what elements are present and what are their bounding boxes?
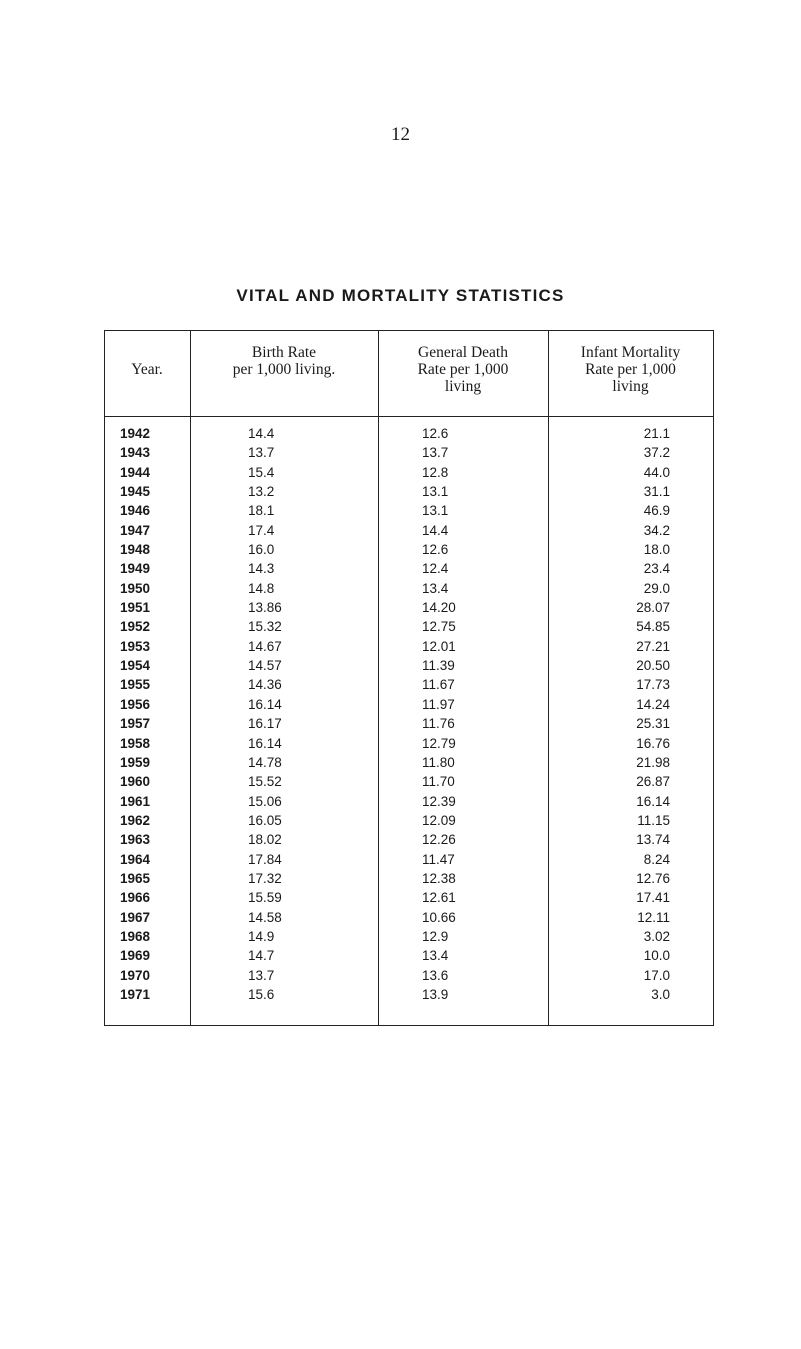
death-rate-cell: 13.4 [422, 948, 449, 964]
infant-mortality-cell: 23.4 [643, 561, 670, 577]
header-infant-line2: Rate per 1,000 [585, 361, 676, 378]
infant-mortality-cell: 37.2 [643, 445, 670, 461]
death-rate-cell: 11.47 [422, 851, 455, 867]
infant-mortality-cell: 46.9 [643, 503, 670, 519]
birth-rate-cell: 16.05 [248, 812, 282, 828]
table-row [104, 792, 714, 811]
death-rate-cell: 11.97 [422, 696, 455, 712]
death-rate-cell: 12.79 [422, 735, 456, 751]
header-death-rate [378, 344, 548, 395]
birth-rate-cell: 14.78 [248, 754, 282, 770]
death-rate-cell: 13.1 [422, 484, 449, 500]
header-death-line3: living [444, 378, 482, 395]
year-cell: 1942 [120, 426, 151, 441]
birth-rate-cell: 14.58 [248, 909, 282, 925]
year-cell: 1943 [120, 445, 151, 461]
year-cell: 1960 [120, 774, 151, 790]
year-cell: 1953 [120, 638, 151, 654]
year-cell: 1968 [120, 928, 151, 944]
birth-rate-cell: 15.6 [248, 986, 275, 1002]
infant-mortality-cell: 11.15 [637, 812, 670, 828]
death-rate-cell: 13.4 [422, 580, 449, 596]
table-row [104, 927, 714, 946]
table-row [104, 811, 714, 830]
birth-rate-cell: 13.7 [248, 967, 275, 983]
table-row [104, 579, 714, 598]
infant-mortality-cell: 26.87 [636, 774, 670, 790]
infant-mortality-cell: 34.2 [643, 522, 670, 538]
infant-mortality-cell: 12.11 [637, 909, 670, 925]
page-number: 12 [391, 124, 410, 145]
table-row [104, 772, 714, 791]
infant-mortality-cell: 8.24 [643, 851, 670, 867]
year-cell: 1966 [120, 890, 151, 906]
death-rate-cell: 12.4 [422, 561, 449, 577]
table-row [104, 714, 714, 733]
table-row [104, 695, 714, 714]
birth-rate-cell: 14.57 [248, 658, 282, 674]
birth-rate-cell: 15.4 [248, 464, 275, 480]
infant-mortality-cell: 17.0 [643, 967, 670, 983]
year-cell: 1957 [120, 716, 151, 732]
death-rate-cell: 12.61 [422, 890, 456, 906]
table-row [104, 946, 714, 965]
table-row [104, 598, 714, 617]
year-cell: 1958 [120, 735, 151, 751]
death-rate-cell: 12.75 [422, 619, 456, 635]
death-rate-cell: 13.6 [422, 967, 449, 983]
death-rate-cell: 10.66 [422, 909, 456, 925]
infant-mortality-cell: 14.24 [636, 696, 670, 712]
death-rate-cell: 12.9 [422, 928, 449, 944]
year-cell: 1970 [120, 967, 151, 983]
table-row [104, 463, 714, 482]
infant-mortality-cell: 44.0 [643, 464, 670, 480]
table-row [104, 734, 714, 753]
birth-rate-cell: 13.7 [248, 445, 275, 461]
header-birth-rate [190, 344, 378, 378]
death-rate-cell: 12.26 [422, 832, 456, 848]
death-rate-cell: 11.39 [422, 658, 455, 674]
year-cell: 1971 [120, 986, 151, 1002]
table-row [104, 966, 714, 985]
year-cell: 1951 [120, 600, 151, 616]
header-birth-line2: per 1,000 living. [232, 361, 336, 378]
table-border-bottom [104, 1025, 714, 1026]
header-death-line1: General Death [418, 344, 508, 361]
birth-rate-cell: 14.8 [248, 580, 275, 596]
birth-rate-cell: 18.02 [248, 832, 282, 848]
death-rate-cell: 12.09 [422, 812, 456, 828]
header-divider [104, 416, 714, 417]
death-rate-cell: 14.20 [422, 600, 456, 616]
infant-mortality-cell: 31.1 [643, 484, 670, 500]
year-cell: 1947 [120, 522, 151, 538]
year-cell: 1961 [120, 793, 151, 809]
birth-rate-cell: 14.9 [248, 928, 275, 944]
header-infant-line3: living [612, 378, 649, 395]
infant-mortality-cell: 17.73 [636, 677, 670, 693]
year-cell: 1944 [120, 464, 151, 480]
year-cell: 1965 [120, 870, 151, 886]
infant-mortality-cell: 12.76 [636, 870, 670, 886]
year-cell: 1956 [120, 696, 151, 712]
table-border-top [104, 330, 714, 331]
infant-mortality-cell: 20.50 [636, 658, 670, 674]
table-row [104, 617, 714, 636]
birth-rate-cell: 16.14 [248, 735, 282, 751]
infant-mortality-cell: 28.07 [636, 600, 670, 616]
birth-rate-cell: 17.84 [248, 851, 282, 867]
year-cell: 1948 [120, 542, 151, 558]
header-year-text: Year. [131, 361, 163, 378]
death-rate-cell: 11.70 [422, 774, 455, 790]
table-row [104, 888, 714, 907]
header-birth-line1: Birth Rate [251, 344, 317, 361]
death-rate-cell: 13.1 [422, 503, 449, 519]
table-row [104, 869, 714, 888]
birth-rate-cell: 15.06 [248, 793, 282, 809]
infant-mortality-cell: 21.1 [643, 426, 670, 441]
birth-rate-cell: 18.1 [248, 503, 275, 519]
infant-mortality-cell: 18.0 [643, 542, 670, 558]
table-row [104, 753, 714, 772]
infant-mortality-cell: 16.14 [636, 793, 670, 809]
birth-rate-cell: 14.3 [248, 561, 275, 577]
table-row [104, 985, 714, 1004]
death-rate-cell: 13.9 [422, 986, 449, 1002]
table-row [104, 637, 714, 656]
birth-rate-cell: 13.2 [248, 484, 275, 500]
birth-rate-cell: 16.0 [248, 542, 275, 558]
death-rate-cell: 12.39 [422, 793, 456, 809]
infant-mortality-cell: 21.98 [636, 754, 670, 770]
table-row [104, 482, 714, 501]
death-rate-cell: 12.38 [422, 870, 456, 886]
table-row [104, 675, 714, 694]
header-infant-mortality [548, 344, 713, 395]
year-cell: 1945 [120, 484, 151, 500]
death-rate-cell: 13.7 [422, 445, 449, 461]
infant-mortality-cell: 13.74 [636, 832, 670, 848]
infant-mortality-cell: 54.85 [636, 619, 670, 635]
death-rate-cell: 12.8 [422, 464, 449, 480]
year-cell: 1955 [120, 677, 151, 693]
birth-rate-cell: 17.4 [248, 522, 275, 538]
table-body [104, 424, 714, 1004]
birth-rate-cell: 16.14 [248, 696, 282, 712]
death-rate-cell: 12.01 [422, 638, 456, 654]
death-rate-cell: 14.4 [422, 522, 449, 538]
year-cell: 1946 [120, 503, 151, 519]
birth-rate-cell: 13.86 [248, 600, 282, 616]
year-cell: 1950 [120, 580, 151, 596]
year-cell: 1967 [120, 909, 151, 925]
table-row [104, 656, 714, 675]
death-rate-cell: 12.6 [422, 426, 449, 441]
year-cell: 1964 [120, 851, 151, 867]
birth-rate-cell: 15.59 [248, 890, 282, 906]
table-row [104, 559, 714, 578]
year-cell: 1952 [120, 619, 151, 635]
infant-mortality-cell: 10.0 [643, 948, 670, 964]
table-row [104, 501, 714, 520]
infant-mortality-cell: 25.31 [636, 716, 670, 732]
birth-rate-cell: 14.36 [248, 677, 282, 693]
table-row [104, 908, 714, 927]
birth-rate-cell: 16.17 [248, 716, 282, 732]
table-row [104, 521, 714, 540]
death-rate-cell: 12.6 [422, 542, 449, 558]
birth-rate-cell: 15.52 [248, 774, 282, 790]
birth-rate-cell: 15.32 [248, 619, 282, 635]
page-title: VITAL AND MORTALITY STATISTICS [236, 286, 565, 305]
table-row [104, 830, 714, 849]
year-cell: 1949 [120, 561, 151, 577]
header-infant-line1: Infant Mortality [580, 344, 681, 361]
infant-mortality-cell: 16.76 [636, 735, 670, 751]
infant-mortality-cell: 29.0 [643, 580, 670, 596]
birth-rate-cell: 14.67 [248, 638, 282, 654]
infant-mortality-cell: 17.41 [636, 890, 670, 906]
table-row [104, 850, 714, 869]
year-cell: 1959 [120, 754, 151, 770]
header-year [104, 361, 190, 378]
infant-mortality-cell: 3.0 [651, 986, 670, 1002]
death-rate-cell: 11.76 [422, 716, 455, 732]
table-row [104, 540, 714, 559]
birth-rate-cell: 17.32 [248, 870, 282, 886]
header-death-line2: Rate per 1,000 [417, 361, 509, 378]
year-cell: 1969 [120, 948, 151, 964]
year-cell: 1963 [120, 832, 151, 848]
year-cell: 1962 [120, 812, 151, 828]
infant-mortality-cell: 3.02 [643, 928, 670, 944]
vital-statistics-table [104, 330, 714, 1026]
year-cell: 1954 [120, 658, 151, 674]
birth-rate-cell: 14.4 [248, 426, 275, 441]
death-rate-cell: 11.67 [422, 677, 455, 693]
birth-rate-cell: 14.7 [248, 948, 275, 964]
infant-mortality-cell: 27.21 [636, 638, 670, 654]
table-row [104, 424, 714, 443]
table-row [104, 443, 714, 462]
death-rate-cell: 11.80 [422, 754, 455, 770]
